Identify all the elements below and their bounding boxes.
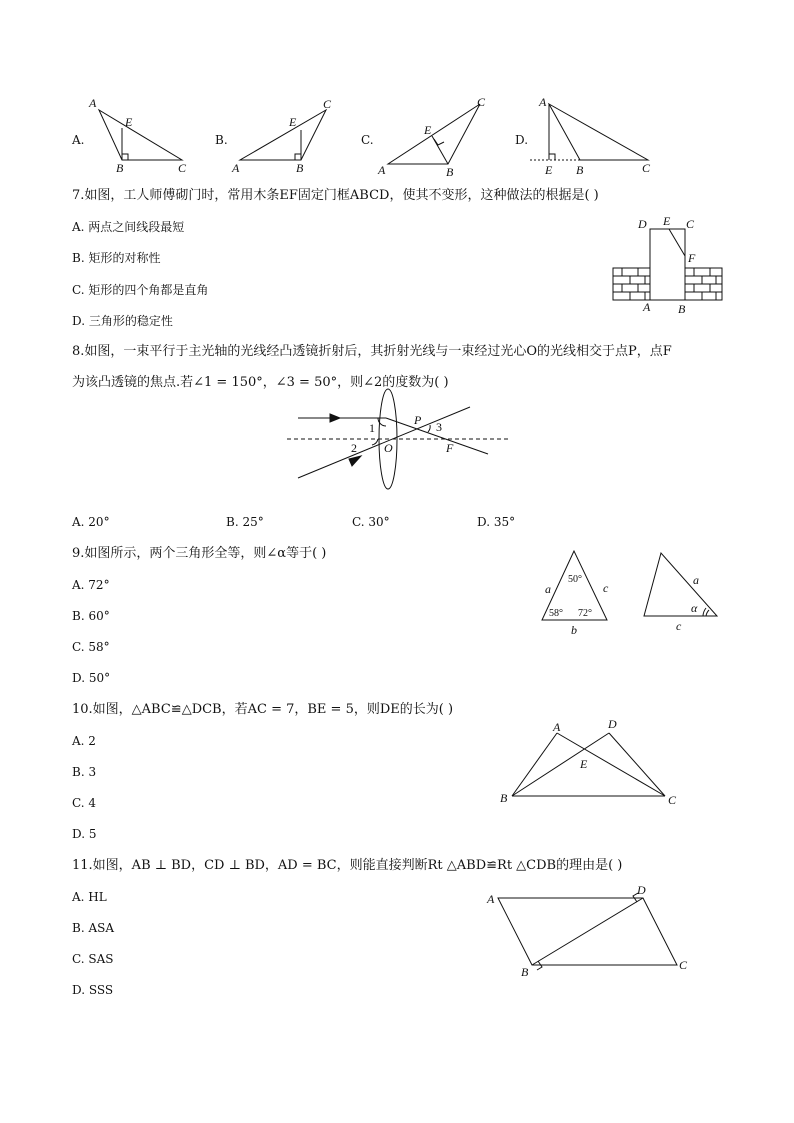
q7-label-F: F xyxy=(688,251,696,265)
q8-label-O: O xyxy=(384,441,393,455)
q6b-label-A: A xyxy=(232,161,240,175)
q10-option-d[interactable]: D. 5 xyxy=(72,827,97,841)
q6-option-b-label[interactable]: B. xyxy=(215,133,228,147)
q8-label-P: P xyxy=(414,413,422,427)
q9-angle-58: 58° xyxy=(549,608,563,619)
q11-option-b[interactable]: B. ASA xyxy=(72,921,114,935)
q8-angle-3: 3 xyxy=(436,420,442,434)
q9-option-b[interactable]: B. 60° xyxy=(72,609,110,623)
q7-option-d[interactable]: D. 三角形的稳定性 xyxy=(72,314,173,328)
q7-label-E: E xyxy=(663,214,671,228)
q9-label-c: c xyxy=(603,581,609,595)
q10-label-D: D xyxy=(608,717,617,731)
q8-angle-1: 1 xyxy=(369,421,375,435)
q9-option-d[interactable]: D. 50° xyxy=(72,671,111,685)
q6a-label-C: C xyxy=(178,161,187,175)
q6c-label-E: E xyxy=(424,123,432,137)
q11-option-c[interactable]: C. SAS xyxy=(72,952,114,966)
q8-stem-line2: 为该凸透镜的焦点.若∠1 = 150°，∠3 = 50°，则∠2的度数为( ) xyxy=(72,375,449,390)
q9-label-alpha: α xyxy=(691,601,698,615)
q8-angle-2: 2 xyxy=(351,441,357,455)
q11-label-B: B xyxy=(521,965,529,979)
q6b-label-B: B xyxy=(296,161,304,175)
q8-option-a[interactable]: A. 20° xyxy=(72,515,110,529)
q7-label-A: A xyxy=(643,300,651,314)
q10-option-a[interactable]: A. 2 xyxy=(72,734,96,748)
q6b-label-E: E xyxy=(289,115,297,129)
q11-option-a[interactable]: A. HL xyxy=(72,890,107,904)
q8-option-d[interactable]: D. 35° xyxy=(477,515,516,529)
q11-label-C: C xyxy=(679,958,688,972)
q11-option-d[interactable]: D. SSS xyxy=(72,983,114,997)
q10-label-E: E xyxy=(580,757,588,771)
q6-option-d-label[interactable]: D. xyxy=(515,133,529,147)
q9-stem: 9.如图所示，两个三角形全等，则∠α等于( ) xyxy=(72,546,327,561)
q6a-label-B: B xyxy=(116,161,124,175)
q6d-label-A: A xyxy=(539,95,547,109)
q6-option-a-label[interactable]: A. xyxy=(72,133,85,147)
q6c-label-C: C xyxy=(477,95,486,109)
q7-option-a[interactable]: A. 两点之间线段最短 xyxy=(72,220,185,234)
q9-angle-72: 72° xyxy=(578,608,592,619)
q6a-label-A: A xyxy=(89,96,97,110)
q7-option-b[interactable]: B. 矩形的对称性 xyxy=(72,251,161,265)
q11-label-A: A xyxy=(487,892,495,906)
q7-option-c[interactable]: C. 矩形的四个角都是直角 xyxy=(72,283,209,297)
q10-option-c[interactable]: C. 4 xyxy=(72,796,97,810)
q9-label-b: b xyxy=(571,623,577,637)
q9-angle-50: 50° xyxy=(568,574,582,585)
q7-label-D: D xyxy=(638,217,647,231)
q11-label-D: D xyxy=(637,883,646,897)
q9-option-c[interactable]: C. 58° xyxy=(72,640,110,654)
q10-label-C: C xyxy=(668,793,677,807)
q9-label-c2: c xyxy=(676,619,682,633)
q8-option-b[interactable]: B. 25° xyxy=(226,515,264,529)
q6-option-c-label[interactable]: C. xyxy=(361,133,374,147)
q9-label-a: a xyxy=(545,582,551,596)
q6d-label-B: B xyxy=(576,163,584,177)
q8-stem-line1: 8.如图，一束平行于主光轴的光线经凸透镜折射后，其折射光线与一束经过光心O的光线相交于点P，点F xyxy=(72,344,672,359)
q11-stem: 11.如图，AB ⊥ BD，CD ⊥ BD，AD = BC，则能直接判断Rt △ABD≌Rt △CDB的理由是( ) xyxy=(72,858,623,873)
q7-label-B: B xyxy=(678,302,686,316)
q7-stem: 7.如图，工人师傅砌门时，常用木条EF固定门框ABCD，使其不变形，这种做法的根据是( ) xyxy=(72,188,599,203)
q10-label-A: A xyxy=(553,720,561,734)
q6c-label-A: A xyxy=(378,163,386,177)
q6b-label-C: C xyxy=(323,97,332,111)
q10-label-B: B xyxy=(500,791,508,805)
q9-label-a2: a xyxy=(693,573,699,587)
q6a-label-E: E xyxy=(125,115,133,129)
q6d-label-E: E xyxy=(545,163,553,177)
q7-label-C: C xyxy=(686,217,695,231)
q10-stem: 10.如图，△ABC≌△DCB，若AC = 7，BE = 5，则DE的长为( ) xyxy=(72,702,454,717)
q8-label-F: F xyxy=(446,441,454,455)
q8-option-c[interactable]: C. 30° xyxy=(352,515,390,529)
q9-option-a[interactable]: A. 72° xyxy=(72,578,110,592)
q10-option-b[interactable]: B. 3 xyxy=(72,765,97,779)
q6c-label-B: B xyxy=(446,165,454,179)
q6d-label-C: C xyxy=(642,161,651,175)
